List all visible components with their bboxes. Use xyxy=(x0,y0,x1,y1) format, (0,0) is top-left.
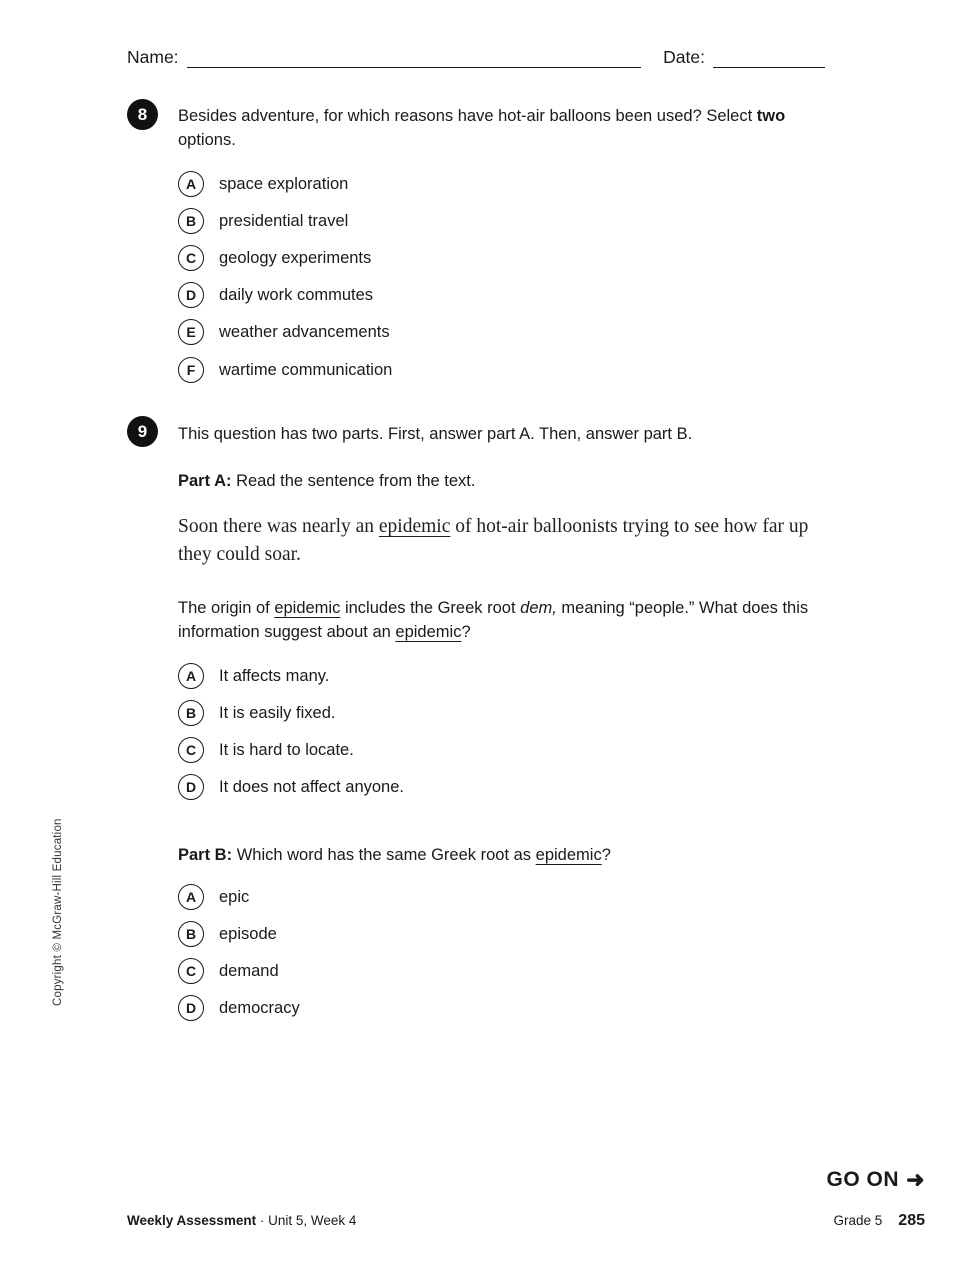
page-number: 285 xyxy=(898,1212,925,1229)
part-a-question-text: includes the Greek root xyxy=(344,599,516,617)
part-a-label: Part A: xyxy=(178,472,232,490)
question-8-prompt-bold: two xyxy=(756,107,786,125)
name-label: Name: xyxy=(127,47,179,67)
question-8-number: 8 xyxy=(127,99,158,130)
q8-option-f[interactable] xyxy=(178,356,392,384)
q9a-option-b[interactable] xyxy=(178,699,335,727)
answer-bubble-e[interactable]: E xyxy=(178,319,204,345)
option-label: It is hard to locate. xyxy=(219,740,354,759)
assessment-title: Weekly Assessment xyxy=(127,1213,257,1228)
italic-root-word: dem, xyxy=(520,599,557,617)
option-label: epic xyxy=(219,887,250,906)
q9b-option-b[interactable] xyxy=(178,920,277,948)
option-label: It does not affect anyone. xyxy=(219,777,404,796)
answer-bubble-f[interactable]: F xyxy=(178,357,204,383)
excerpt-text: Soon there was nearly an xyxy=(178,516,375,537)
q8-option-d[interactable] xyxy=(178,281,373,309)
option-label: episode xyxy=(219,924,277,943)
option-label: weather advancements xyxy=(219,322,390,341)
answer-bubble-b[interactable]: B xyxy=(178,700,204,726)
excerpt-underlined-word: epidemic xyxy=(378,516,451,537)
answer-bubble-a[interactable]: A xyxy=(178,663,204,689)
name-date-row xyxy=(127,46,825,68)
underlined-word: epidemic xyxy=(395,623,462,641)
q8-option-c[interactable] xyxy=(178,244,371,272)
text-excerpt xyxy=(178,513,846,569)
go-on-label: GO ON xyxy=(826,1168,900,1191)
option-label: presidential travel xyxy=(219,211,349,230)
q9a-option-a[interactable] xyxy=(178,662,329,690)
answer-bubble-c[interactable]: C xyxy=(178,245,204,271)
question-8-prompt-text: Besides adventure, for which reasons have hot-air balloons been used? Select xyxy=(178,107,753,125)
answer-bubble-d[interactable]: D xyxy=(178,774,204,800)
q8-option-e[interactable] xyxy=(178,318,390,346)
answer-bubble-d[interactable]: D xyxy=(178,282,204,308)
option-label: demand xyxy=(219,961,279,980)
q8-option-a[interactable] xyxy=(178,170,348,198)
option-label: It is easily fixed. xyxy=(219,703,336,722)
option-label: geology experiments xyxy=(219,248,372,267)
part-a-instruction: Read the sentence from the text. xyxy=(236,472,476,490)
underlined-word: epidemic xyxy=(535,846,602,864)
option-label: space exploration xyxy=(219,174,349,193)
footer-left xyxy=(127,1213,356,1228)
q9a-option-d[interactable] xyxy=(178,773,404,801)
date-label: Date: xyxy=(663,47,705,67)
answer-bubble-a[interactable]: A xyxy=(178,884,204,910)
q9b-option-a[interactable] xyxy=(178,883,249,911)
option-label: wartime communication xyxy=(219,360,393,379)
answer-bubble-d[interactable]: D xyxy=(178,995,204,1021)
part-a-question xyxy=(178,596,840,644)
q8-option-b[interactable] xyxy=(178,207,348,235)
grade-label: Grade 5 xyxy=(833,1213,883,1228)
answer-bubble-b[interactable]: B xyxy=(178,208,204,234)
part-b-label: Part B: xyxy=(178,846,233,864)
answer-bubble-c[interactable]: C xyxy=(178,737,204,763)
answer-bubble-a[interactable]: A xyxy=(178,171,204,197)
part-b-question-text: Which word has the same Greek root as xyxy=(236,846,532,864)
q9a-option-c[interactable] xyxy=(178,736,354,764)
part-a-question-mark: ? xyxy=(461,623,471,641)
excerpt-text-end: of hot-air balloonists trying to see how far up they could soar. xyxy=(178,516,809,565)
unit-week-label: · Unit 5, Week 4 xyxy=(259,1213,357,1228)
part-b-question-mark: ? xyxy=(601,846,611,864)
question-8-prompt-end: options. xyxy=(178,131,236,149)
q9b-option-c[interactable] xyxy=(178,957,279,985)
part-b-heading xyxy=(178,843,840,867)
option-label: daily work commutes xyxy=(219,285,374,304)
answer-bubble-c[interactable]: C xyxy=(178,958,204,984)
page-footer xyxy=(127,1212,925,1230)
question-8-prompt xyxy=(178,104,840,152)
q9b-option-d[interactable] xyxy=(178,994,300,1022)
part-a-question-text: The origin of xyxy=(178,599,270,617)
footer-right xyxy=(834,1212,925,1230)
name-blank-line[interactable] xyxy=(187,46,642,68)
underlined-word: epidemic xyxy=(274,599,341,617)
answer-bubble-b[interactable]: B xyxy=(178,921,204,947)
part-a-heading xyxy=(178,469,840,493)
question-9-number: 9 xyxy=(127,416,158,447)
part-a-question-text: meaning “people.” What does this information suggest about an xyxy=(178,599,809,641)
go-on-arrow-icon: ➜ xyxy=(906,1167,925,1192)
option-label: It affects many. xyxy=(219,666,330,685)
date-blank-line[interactable] xyxy=(713,46,825,68)
option-label: democracy xyxy=(219,998,300,1017)
question-9-intro: This question has two parts. First, answer part A. Then, answer part B. xyxy=(178,425,693,443)
go-on-indicator xyxy=(827,1167,925,1193)
copyright-text: Copyright © McGraw-Hill Education xyxy=(52,818,64,1006)
